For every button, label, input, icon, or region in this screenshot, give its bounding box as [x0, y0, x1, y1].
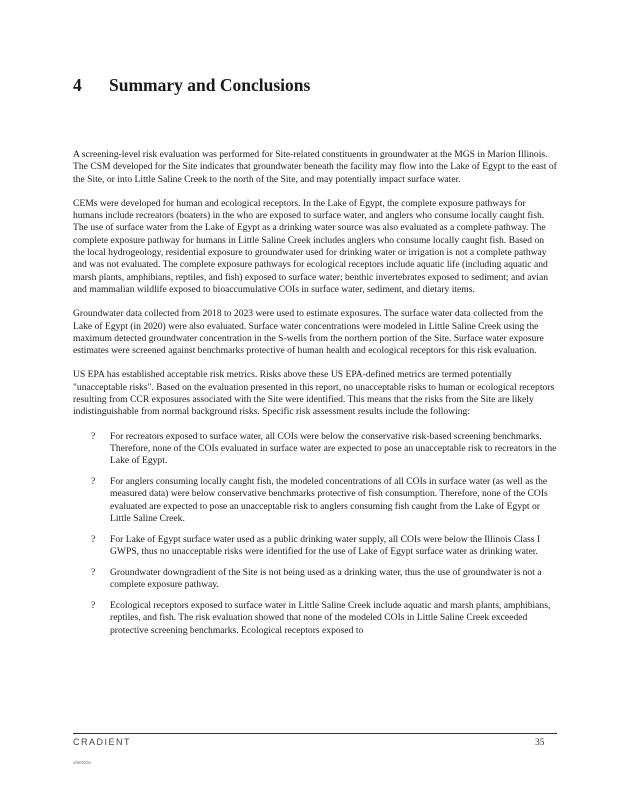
list-item [73, 600, 557, 637]
paragraph-intro: A screening-level risk evaluation was performed for Site-related constituents in groundwater at the MGS in Marion Illinois. The CSM developed for the Site indicates that groundwater beneath the facility may flow into the Lake of Egypt to the east of the Site, or into Little Saline Creek to the north of the Site, and may potentially impact surface water. [73, 149, 557, 185]
results-list [73, 431, 557, 637]
section-heading [73, 75, 310, 96]
page-number: 35 [535, 738, 545, 748]
company-logo: CRADIENT [73, 737, 132, 747]
paragraph-cems: CEMs were developed for human and ecological receptors. In the Lake of Egypt, the complete exposure pathways for humans include recreators (boaters) in the who are exposed to surface water, and anglers who consume locally caught fish. The use of surface water from the Lake of Egypt as a drinking water source was also evaluated as a complete pathway. The complete exposure pathway for humans in Little Saline Creek includes anglers who consume locally caught fish. Based on the local hydrogeology, residential exposure to groundwater used for drinking water or irrigation is not a complete pathway and was not evaluated. The complete exposure pathways for ecological receptors include aquatic life (including aquatic and marsh plants, amphibians, reptiles, and fish) exposed to surface water; benthic invertebrates exposed to sediment; and avian and mammalian wildlife exposed to bioaccumulative COIs in surface water, sediment, and dietary items. [73, 197, 549, 295]
list-item-text: For anglers consuming locally caught fish, the modeled concentrations of all COIs in surface water (as well as the measured data) were below conservative benchmarks protective of fish consumption. Therefore, none of the COIs evaluated are expected to pose an unacceptable risk to anglers consuming fish caught from the Lake of Egypt or Little Saline Creek. [110, 476, 548, 524]
footer-divider [73, 733, 557, 734]
document-code: v/60925v [73, 760, 92, 765]
list-item [73, 476, 557, 525]
section-title: Summary and Conclusions [109, 75, 311, 95]
bullet-marker: ? [91, 566, 96, 578]
list-item-text: For Lake of Egypt surface water used as a public drinking water supply, all COIs were below the Illinois Class I GWPS, thus no unacceptable risks were identified for the use of Lake of Egypt surface water as drinking water. [110, 533, 541, 558]
list-item [73, 431, 557, 468]
paragraph-data: Groundwater data collected from 2018 to 2023 were used to estimate exposures. The surface water data collected from the Lake of Egypt (in 2020) were also evaluated. Surface water concentrations were modeled in Little Saline Creek using the maximum detected groundwater concentration in the S-wells from the northern portion of the Site. Surface water exposure estimates were screened against benchmarks protective of human health and ecological receptors for this risk evaluation. [73, 308, 544, 357]
list-item [73, 567, 557, 592]
list-item [73, 534, 557, 559]
body-text [73, 149, 557, 645]
paragraph-risk-metrics: US EPA has established acceptable risk metrics. Risks above these US EPA-defined metrics are termed potentially "unacceptable risks". Based on the evaluation presented in this report, no unacceptable risks to human or ecological receptors resulting from CCR exposures associated with the Site were identified. This means that the risks from the Site are likely indistinguishable from normal background risks. Specific risk assessment results include the following: [73, 369, 555, 418]
bullet-marker: ? [91, 599, 96, 611]
bullet-marker: ? [91, 430, 96, 442]
list-item-text: Groundwater downgradient of the Site is not being used as a drinking water, thus the use of groundwater is not a complete exposure pathway. [110, 566, 542, 591]
bullet-marker: ? [91, 533, 96, 545]
list-item-text: For recreators exposed to surface water, all COIs were below the conservative risk-based screening benchmarks. Therefore, none of the COIs evaluated in surface water are expected to pose an unacceptable risk to recreators in the Lake of Egypt. [110, 430, 557, 467]
list-item-text: Ecological receptors exposed to surface water in Little Saline Creek include aquatic and marsh plants, amphibians, reptiles, and fish. The risk evaluation showed that none of the modeled COIs in Little Saline Creek exceeded protective screening benchmarks. Ecological receptors exposed to [110, 599, 551, 636]
bullet-marker: ? [91, 476, 96, 488]
section-number: 4 [73, 75, 82, 95]
